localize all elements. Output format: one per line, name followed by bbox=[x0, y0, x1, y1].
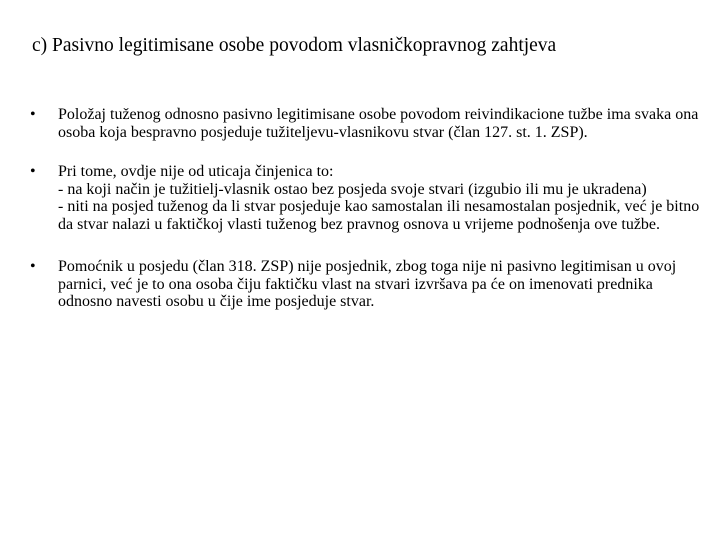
bullet-item-3 bbox=[30, 258, 700, 311]
bullet-dot-icon: • bbox=[30, 163, 36, 180]
sub-list bbox=[58, 181, 700, 234]
slide-title: c) Pasivno legitimisane osobe povodom vlasničkopravnog zahtjeva bbox=[32, 35, 557, 56]
bullet-item-1 bbox=[30, 106, 700, 141]
bullet-list bbox=[30, 106, 700, 311]
bullet-text: Pomoćnik u posjedu (član 318. ZSP) nije posjednik, zbog toga nije ni pasivno legitimisan u ovoj parnici, već je to ona osoba čiju faktičku vlast na stvari izvršava pa će on imenovati prednika odnosno navesti osobu u čije ime posjeduje stvar. bbox=[58, 258, 677, 310]
bullet-text: Pri tome, ovdje nije od uticaja činjenica to: bbox=[58, 163, 334, 180]
bullet-text: Položaj tuženog odnosno pasivno legitimisane osobe povodom reivindikacione tužbe ima svaka ona osoba koja bespravno posjeduje tužiteljevu-vlasnikovu stvar (član 127. st. 1. ZSP). bbox=[58, 106, 699, 141]
sub-item-2: - niti na posjed tuženog da li stvar posjeduje kao samostalan ili nesamostalan posjednik, već je bitno da stvar nalazi u faktičkoj vlasti tuženog bez pravnog osnova u vrijeme podnošenja ove tužbe. bbox=[58, 198, 700, 233]
sub-item-1: - na koji način je tužitielj-vlasnik ostao bez posjeda svoje stvari (izgubio ili mu je ukradena) bbox=[58, 180, 647, 198]
bullet-item-2 bbox=[30, 163, 700, 233]
bullet-dot-icon: • bbox=[30, 258, 36, 275]
bullet-dot-icon: • bbox=[30, 106, 36, 123]
